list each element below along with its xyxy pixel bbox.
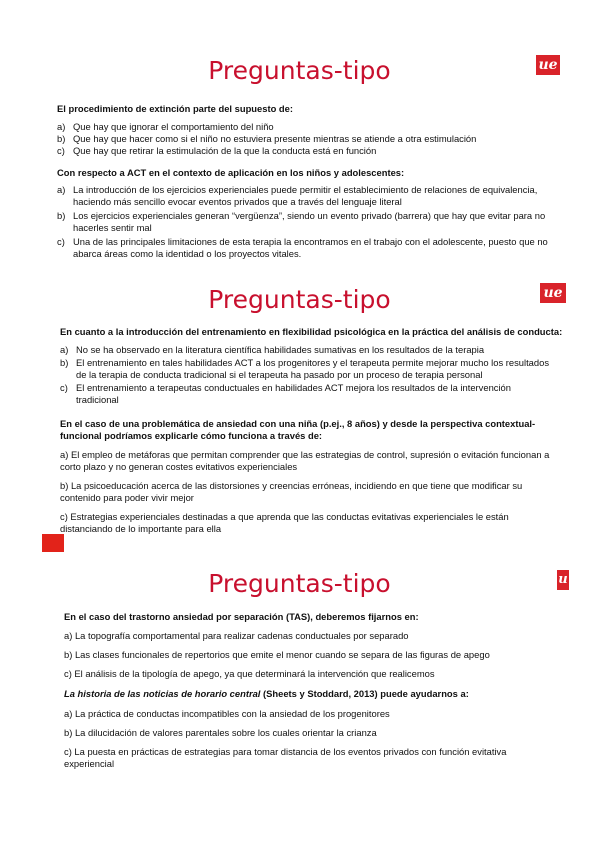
question-3-option-c xyxy=(60,382,552,406)
option-text: La práctica de conductas incompatibles con la ansiedad de los progenitores xyxy=(74,708,390,719)
option-text: Que hay que ignorar el comportamiento del niño xyxy=(73,121,274,132)
question-1-stem: El procedimiento de extinción parte del supuesto de: xyxy=(57,103,293,114)
question-3-options xyxy=(60,344,552,406)
option-mark: b) xyxy=(60,357,69,368)
option-text: La introducción de los ejercicios experienciales puede permitir el establecimiento de relaciones de equivalencia, haciendo más sencillo evocar eventos privados que a través del lenguaje literal xyxy=(73,184,538,207)
question-4-stem: En el caso de una problemática de ansiedad con una niña (p.ej., 8 años) y desde la perspectiva contextual-funcional podríamos explicarle cómo funciona a través de: xyxy=(60,418,536,441)
option-mark: a) xyxy=(60,449,69,460)
ue-logo: ue xyxy=(536,55,560,75)
question-6-stem xyxy=(64,688,564,700)
option-mark: c) xyxy=(57,145,65,156)
option-text: La puesta en prácticas de estrategias para tomar distancia de los eventos privados con función evitativa experiencial xyxy=(64,746,507,769)
option-mark: c) xyxy=(64,668,72,679)
question-6-options xyxy=(64,708,542,770)
question-2-option-b xyxy=(57,210,549,234)
question-3-option-b xyxy=(60,357,552,381)
question-1-option-b xyxy=(57,133,537,145)
question-1-options xyxy=(57,121,537,157)
question-3-option-a xyxy=(60,344,552,356)
option-text: Que hay que hacer como si el niño no estuviera presente mientras se atiende a otra estimulación xyxy=(73,133,477,144)
question-4-options xyxy=(60,449,550,535)
question-4-option-b xyxy=(60,480,550,504)
option-text: Estrategias experienciales destinadas a que aprenda que las conductas evitativas experienciales le están distanciando de lo importante para ella xyxy=(60,511,509,534)
option-text: La topografía comportamental para realizar cadenas conductuales por separado xyxy=(74,630,409,641)
option-text: El análisis de la tipología de apego, ya que determinará la intervención que realicemos xyxy=(74,668,435,679)
question-4-option-a xyxy=(60,449,550,473)
section-2-title: Preguntas-tipo xyxy=(208,285,391,314)
option-mark: b) xyxy=(64,649,73,660)
option-mark: a) xyxy=(57,121,66,132)
option-mark: a) xyxy=(57,184,66,195)
option-mark: b) xyxy=(57,133,66,144)
option-mark: c) xyxy=(60,511,68,522)
option-mark: c) xyxy=(64,746,72,757)
question-6-option-c xyxy=(64,746,542,770)
option-text: La psicoeducación acerca de las distorsiones y creencias erróneas, incidiendo en que tiene que modificar su contenido para poder vivir mejor xyxy=(60,480,523,503)
question-6-option-a xyxy=(64,708,542,720)
question-2-options xyxy=(57,184,549,260)
slide-corner-mark xyxy=(42,534,64,552)
question-4-option-c xyxy=(60,511,550,535)
option-mark: b) xyxy=(57,210,66,221)
question-2-stem: Con respecto a ACT en el contexto de aplicación en los niños y adolescentes: xyxy=(57,167,405,178)
option-text: No se ha observado en la literatura científica habilidades sumativas en los resultados de la terapia xyxy=(76,344,485,355)
section-3-title: Preguntas-tipo xyxy=(208,569,391,598)
question-2-option-c xyxy=(57,236,549,260)
question-6-stem-rest: (Sheets y Stoddard, 2013) puede ayudarnos a: xyxy=(260,688,469,699)
option-text: El entrenamiento a terapeutas conductuales en habilidades ACT mejora los resultados de la intervención tradicional xyxy=(76,382,511,405)
option-text: El entrenamiento en tales habilidades ACT a los progenitores y el terapeuta permite mejorar mucho los resultados de la terapia de conducta tradicional si el terapeuta ha pasado por un proceso de terapia personal xyxy=(76,357,550,380)
option-mark: b) xyxy=(64,727,73,738)
section-1-title: Preguntas-tipo xyxy=(208,56,391,85)
question-5-option-c xyxy=(64,668,544,680)
question-1-option-c xyxy=(57,145,537,157)
option-mark: a) xyxy=(64,630,73,641)
question-5-stem: En el caso del trastorno ansiedad por separación (TAS), deberemos fijarnos en: xyxy=(64,611,419,622)
option-text: Una de las principales limitaciones de esta terapia la encontramos en el trabajo con el adolescente, puesto que no abarca áreas como la identidad o los proyectos vitales. xyxy=(73,236,548,259)
option-text: El empleo de metáforas que permitan comprender que las estrategias de control, supresión o evitación funcionan a corto plazo y no generan costes evitativos experienciales xyxy=(60,449,550,472)
question-2-option-a xyxy=(57,184,549,208)
option-text: La dilucidación de valores parentales sobre los cuales orientar la crianza xyxy=(74,727,377,738)
question-5-option-b xyxy=(64,649,544,661)
question-6-option-b xyxy=(64,727,542,739)
option-text: Las clases funcionales de repertorios que emite el menor cuando se separa de las figuras de apego xyxy=(74,649,490,660)
ue-logo: ue xyxy=(540,283,566,303)
option-text: Los ejercicios experienciales generan “vergüenza”, siendo un evento privado (barrera) que hay que evitar para no hacerles sentir mal xyxy=(73,210,546,233)
option-mark: b) xyxy=(60,480,69,491)
option-text: Que hay que retirar la estimulación de la que la conducta está en función xyxy=(73,145,377,156)
question-6-stem-title: La historia de las noticias de horario central xyxy=(64,688,261,699)
option-mark: c) xyxy=(60,382,68,393)
ue-logo: u xyxy=(557,570,569,590)
option-mark: a) xyxy=(60,344,69,355)
question-5-option-a xyxy=(64,630,544,642)
option-mark: c) xyxy=(57,236,65,247)
question-1-option-a xyxy=(57,121,537,133)
question-5-options xyxy=(64,630,544,680)
option-mark: a) xyxy=(64,708,73,719)
question-3-stem: En cuanto a la introducción del entrenamiento en flexibilidad psicológica en la práctica del análisis de conducta: xyxy=(60,326,563,337)
